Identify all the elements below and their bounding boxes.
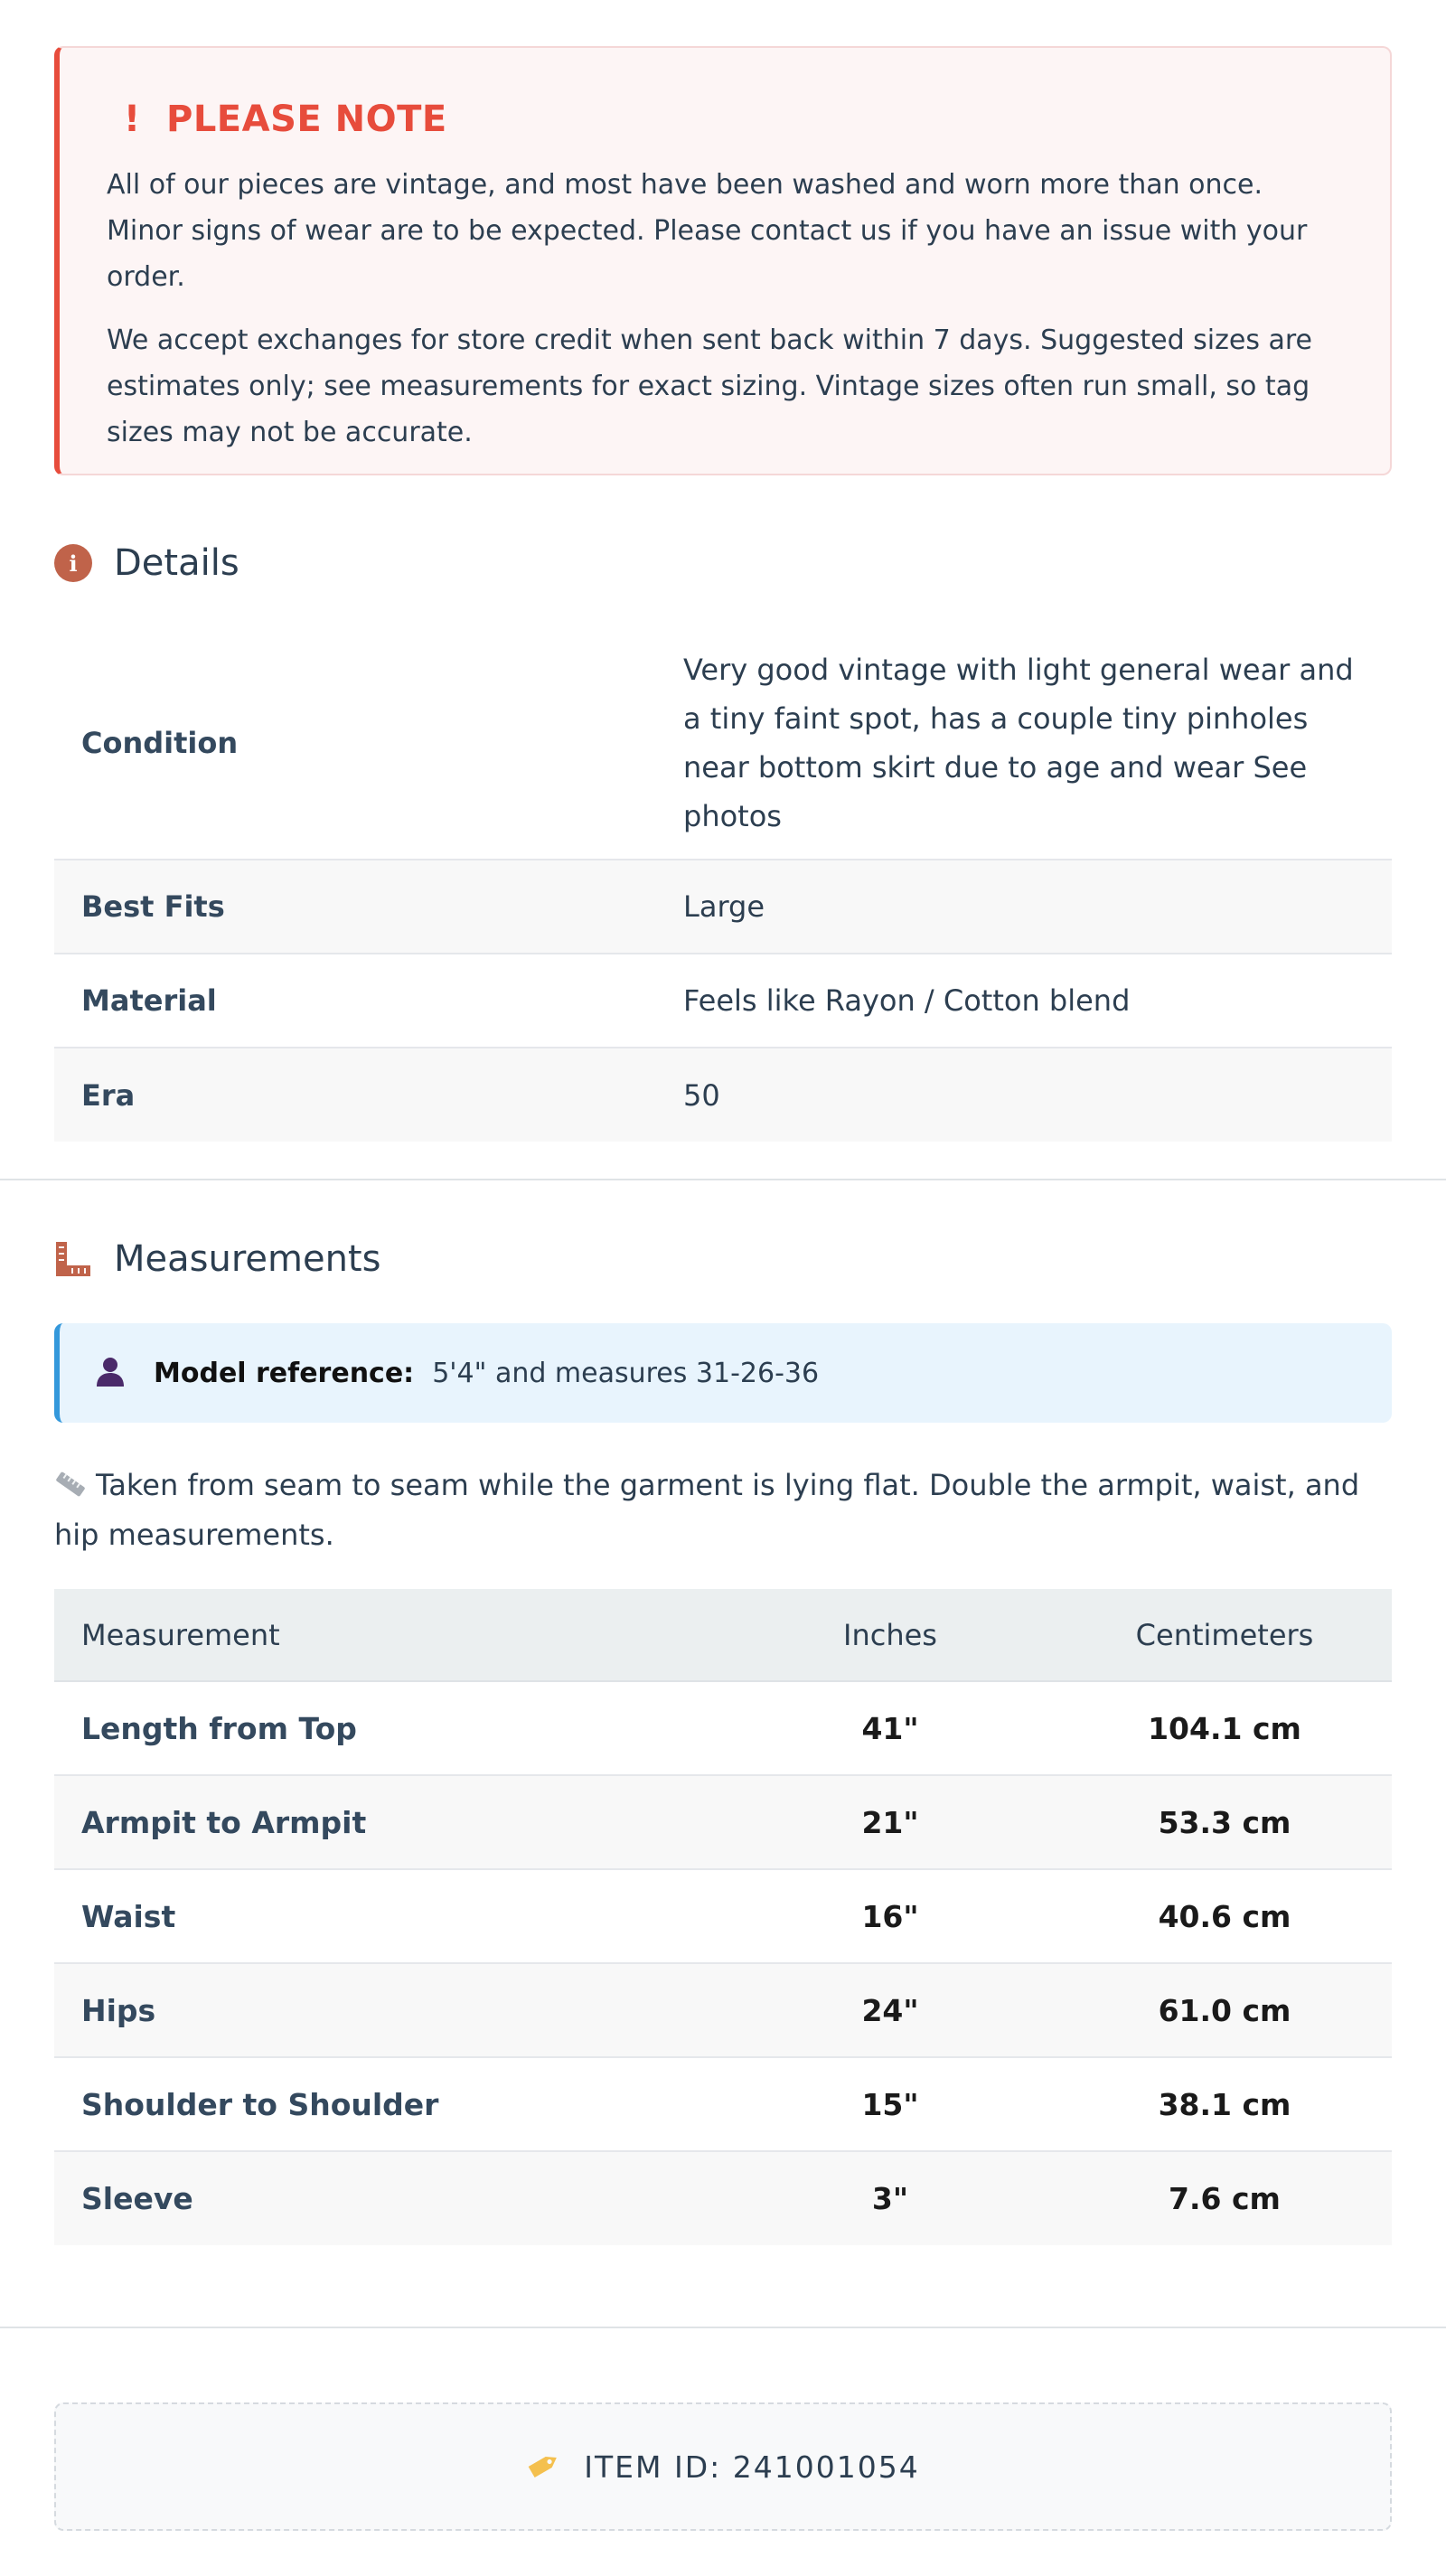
column-header: Measurement — [54, 1589, 723, 1681]
details-label: Condition — [81, 726, 239, 760]
table-row — [54, 1775, 1392, 1869]
notice-title: PLEASE NOTE — [166, 99, 447, 140]
measurement-inches: 15" — [723, 2057, 1057, 2151]
measurement-inches: 16" — [723, 1869, 1057, 1963]
person-icon — [94, 1355, 127, 1391]
details-row — [54, 860, 1392, 954]
table-row — [54, 2151, 1392, 2245]
section-divider — [0, 1179, 1446, 1180]
model-reference-box — [54, 1323, 1392, 1423]
table-row — [54, 2057, 1392, 2151]
measurement-inches: 41" — [723, 1681, 1057, 1775]
details-title: Details — [114, 542, 239, 584]
measurement-cm: 61.0 cm — [1057, 1963, 1392, 2057]
measurement-name: Armpit to Armpit — [54, 1775, 723, 1869]
measurement-name: Hips — [54, 1963, 723, 2057]
measurement-name: Sleeve — [54, 2151, 723, 2245]
details-header — [54, 541, 239, 586]
measurements-table — [54, 1589, 1392, 2245]
details-label: Era — [81, 1077, 136, 1113]
notice-paragraph: We accept exchanges for store credit when sent back within 7 days. Suggested sizes are estimates only; see measurements for exact sizing. Vintage sizes often run small, so tag sizes may not be accurate. — [107, 324, 1313, 448]
item-id-label: ITEM ID: 241001054 — [584, 2449, 920, 2485]
exclamation-icon: ! — [123, 99, 141, 140]
column-header: Inches — [723, 1589, 1057, 1681]
details-row — [54, 627, 1392, 860]
details-value: Large — [683, 889, 765, 924]
model-reference-label: Model reference: — [154, 1357, 415, 1389]
details-table — [54, 627, 1392, 1142]
notice-header — [107, 97, 1343, 142]
measurement-cm: 40.6 cm — [1057, 1869, 1392, 1963]
measurements-header — [54, 1236, 380, 1282]
measurement-name: Waist — [54, 1869, 723, 1963]
details-value: 50 — [683, 1077, 720, 1113]
measurement-cm: 7.6 cm — [1057, 2151, 1392, 2245]
item-id-box — [54, 2402, 1392, 2531]
measurement-name: Shoulder to Shoulder — [54, 2057, 723, 2151]
measurements-header-row — [54, 1589, 1392, 1681]
table-row — [54, 1963, 1392, 2057]
measurement-name: Length from Top — [54, 1681, 723, 1775]
model-reference-value: 5'4" and measures 31-26-36 — [432, 1357, 820, 1389]
table-row — [54, 1681, 1392, 1775]
section-divider — [0, 2327, 1446, 2328]
measurement-cm: 53.3 cm — [1057, 1775, 1392, 1869]
ruler-icon — [54, 1240, 92, 1278]
column-header: Centimeters — [1057, 1589, 1392, 1681]
measurement-inches: 21" — [723, 1775, 1057, 1869]
measurement-inches: 24" — [723, 1963, 1057, 2057]
measurements-title: Measurements — [114, 1238, 381, 1280]
info-icon: i — [54, 544, 92, 582]
measurement-cm: 38.1 cm — [1057, 2057, 1392, 2151]
ruler-pencil-icon — [54, 1466, 87, 1512]
details-row — [54, 954, 1392, 1048]
details-label: Material — [81, 983, 217, 1018]
measurement-note-text: Taken from seam to seam while the garment is lying flat. Double the armpit, waist, and hip measurements. — [54, 1468, 1360, 1552]
notice-box — [54, 46, 1392, 475]
measurement-note — [54, 1462, 1392, 1558]
measurement-inches: 3" — [723, 2151, 1057, 2245]
details-value: Feels like Rayon / Cotton blend — [683, 983, 1131, 1018]
measurement-cm: 104.1 cm — [1057, 1681, 1392, 1775]
notice-paragraph: All of our pieces are vintage, and most have been washed and worn more than once. Minor signs of wear are to be expected. Please contact us if you have an issue with your order. — [107, 169, 1308, 293]
details-value: Very good vintage with light general wear and a tiny faint spot, has a couple tiny pinholes near bottom skirt due to age and wear See photos — [683, 653, 1354, 833]
details-label: Best Fits — [81, 889, 225, 924]
details-row — [54, 1048, 1392, 1142]
tag-icon — [526, 2449, 562, 2484]
table-row — [54, 1869, 1392, 1963]
